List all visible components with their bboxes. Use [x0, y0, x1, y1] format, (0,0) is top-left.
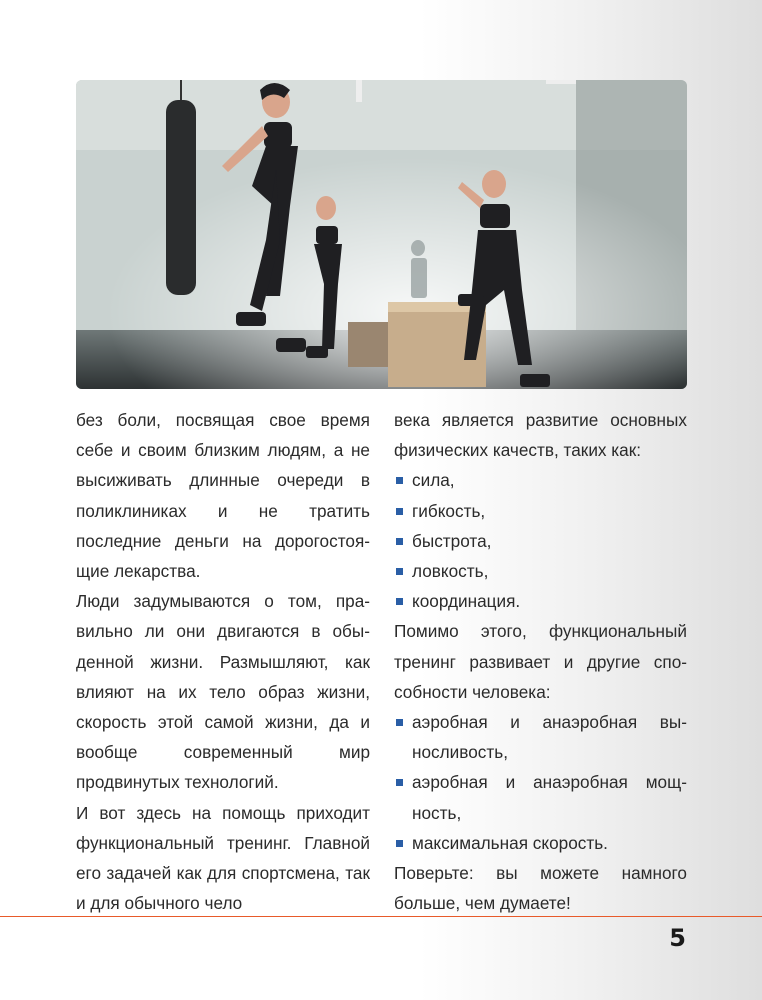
physical-qualities-list [394, 465, 687, 616]
right-text-column [394, 405, 687, 918]
list-item: гибкость, [394, 496, 687, 526]
left-paragraph-2: Люди задумываются о том, правильно ли они двигаются в обыденной жизни. Размышляют, как влияют на их тело образ жизни, скорость этой самой жизни, да и вообще современный мир продвинутых технологий. [76, 591, 370, 793]
left-paragraph-1: без боли, посвящая свое время себе и своим близким людям, а не высиживать длинные очереди в поликлиниках и не тратить последние деньги на дорогостоящие лекарства. [76, 410, 370, 582]
list-item: ловкость, [394, 556, 687, 586]
list-item: быстрота, [394, 526, 687, 556]
right-paragraph-1: века является развитие основных физических качеств, таких как: [394, 410, 687, 461]
right-paragraph-3: Поверьте: вы можете намного больше, чем думаете! [394, 863, 687, 914]
list-item: координация. [394, 586, 687, 616]
footer-rule [0, 916, 762, 917]
training-photo [76, 80, 687, 389]
left-paragraph-3: И вот здесь на помощь приходит функциональный тренинг. Главной его задачей как для спортсмена, так и для обычного чело [76, 802, 370, 914]
training-photo-illustration [76, 80, 687, 389]
list-item: сила, [394, 465, 687, 495]
other-abilities-list [394, 707, 687, 858]
list-item: аэробная и анаэробная выносливость, [394, 707, 687, 767]
list-item: максимальная скорость. [394, 828, 687, 858]
page-number: 5 [669, 924, 686, 952]
list-item: аэробная и анаэробная мощность, [394, 767, 687, 827]
right-paragraph-2: Помимо этого, функциональный тренинг развивает и другие способности человека: [394, 621, 687, 702]
left-text-column [76, 405, 370, 918]
